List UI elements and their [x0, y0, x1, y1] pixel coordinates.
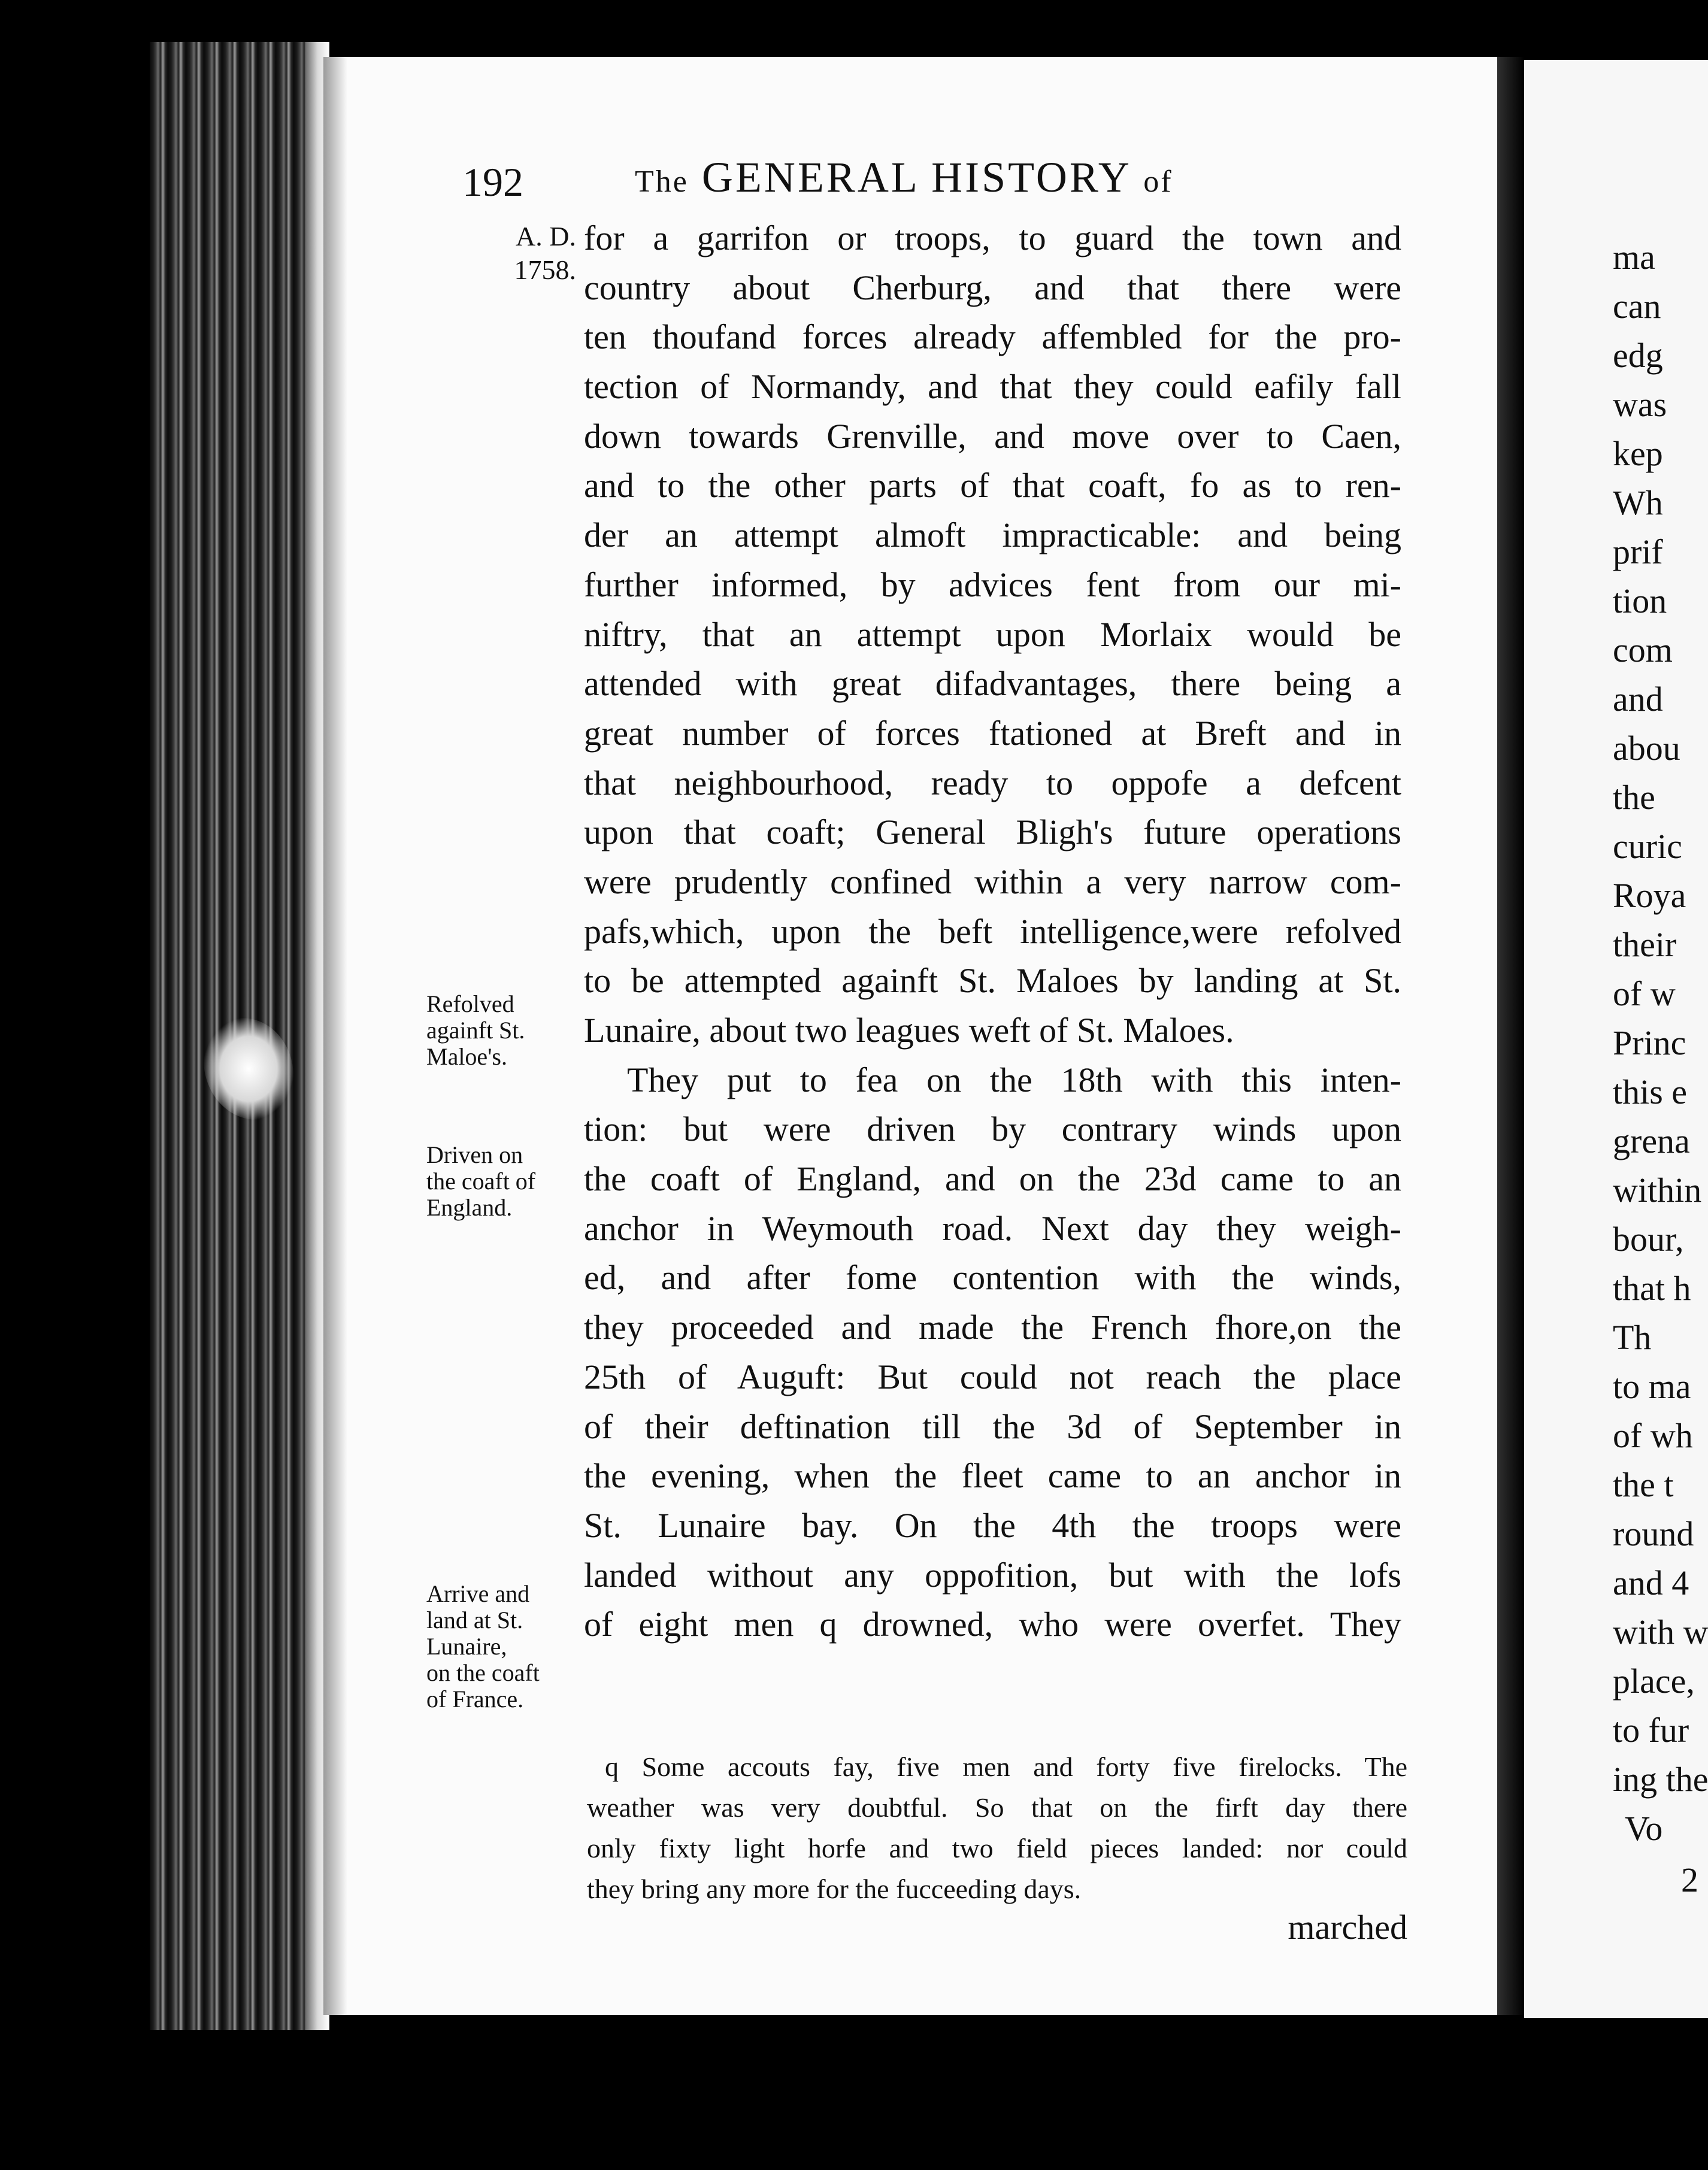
margin-note-resolved [426, 991, 576, 1070]
facing-page-fragment: can [1613, 287, 1661, 326]
body-text [584, 214, 1401, 1650]
body-line: down towards Grenville, and move over to Caen, [584, 416, 1401, 456]
footnote-line: q Some accouts fay, five men and forty five firelocks. The [605, 1751, 1407, 1782]
catchword: marched [1288, 1908, 1407, 1947]
facing-page-fragment: this e [1613, 1072, 1688, 1111]
body-line: that neighbourhood, ready to oppofe a defcent [584, 763, 1401, 802]
facing-page-fragment: ma [1613, 238, 1655, 277]
body-line: the coaft of England, and on the 23d came to an [584, 1159, 1401, 1199]
facing-page-fragment: grena [1613, 1122, 1690, 1160]
body-line: upon that coaft; General Bligh's future operations [584, 813, 1401, 852]
body-line: der an attempt almoft impracticable: and being [584, 516, 1401, 555]
body-line: for a garrifon or troops, to guard the town and [584, 219, 1401, 257]
margin-note-line: Arrive and [426, 1580, 530, 1607]
facing-page-fragment: of wh [1613, 1416, 1693, 1455]
facing-page-fragment: round [1613, 1514, 1694, 1553]
facing-page-fragment: Roya [1613, 876, 1686, 915]
body-line: great number of forces ftationed at Breft and in [584, 713, 1401, 753]
body-line: Lunaire, about two leagues weft of St. Maloes. [584, 1011, 1234, 1050]
body-line: country about Cherburg, and that there were [584, 268, 1401, 307]
body-line: pafs,which, upon the beft intelligence,were refolved [584, 911, 1401, 951]
margin-note-line: on the coaft [426, 1659, 540, 1686]
facing-page-fragment: to ma [1613, 1367, 1691, 1406]
margin-note-line: againft St. [426, 1017, 525, 1044]
body-line: tection of Normandy, and that they could eafily fall [584, 367, 1401, 407]
facing-page-fragment: with w [1613, 1613, 1708, 1651]
facing-page-fragment: Princ [1613, 1023, 1686, 1062]
body-line: of eight men q drowned, who were overfet. They [584, 1605, 1401, 1644]
running-title-main: GENERAL HISTORY [701, 153, 1131, 201]
body-line: anchor in Weymouth road. Next day they weigh- [584, 1208, 1401, 1248]
footnote [587, 1747, 1407, 1910]
facing-page-fragment: tion [1613, 581, 1667, 620]
facing-page-fragment: was [1613, 385, 1667, 424]
body-line: the evening, when the fleet came to an anchor in [584, 1456, 1401, 1496]
book-gutter [1497, 57, 1524, 2015]
body-line: 25th of Auguft: But could not reach the place [584, 1357, 1401, 1396]
margin-note-line: the coaft of [426, 1168, 536, 1195]
body-line: tion: but were driven by contrary winds upon [584, 1110, 1401, 1149]
body-line: St. Lunaire bay. On the 4th the troops were [584, 1505, 1401, 1545]
body-line: ed, and after fome contention with the winds, [584, 1258, 1401, 1298]
facing-page-fragment: and [1613, 680, 1663, 719]
margin-note-line: Maloe's. [426, 1043, 507, 1070]
facing-page-fragment: of w [1613, 974, 1676, 1013]
running-title-prefix: The [635, 165, 689, 199]
year-marginal-note [462, 220, 576, 287]
facing-page-fragment: curic [1613, 827, 1682, 866]
margin-note-line: England. [426, 1194, 513, 1221]
running-title-suffix: of [1143, 165, 1173, 199]
facing-page-fragment: edg [1613, 336, 1663, 375]
facing-page-fragment: Th [1613, 1318, 1652, 1357]
facing-page-fragment: that h [1613, 1269, 1691, 1308]
margin-note-line: Refolved [426, 990, 514, 1017]
facing-page-fragment: their [1613, 925, 1677, 964]
facing-page-fragment: kep [1613, 434, 1663, 473]
facing-page-fragment: Wh [1613, 483, 1663, 522]
facing-page-fragment: bour, [1613, 1220, 1684, 1259]
facing-page-fragment: com [1613, 631, 1673, 669]
facing-page-fragment: the t [1613, 1465, 1674, 1504]
facing-page [1524, 60, 1708, 2018]
margin-note-driven [426, 1142, 576, 1221]
facing-page-fragment: the [1613, 778, 1655, 817]
body-line: of their deftination till the 3d of September in [584, 1407, 1401, 1446]
body-line: attended with great difadvantages, there being a [584, 664, 1401, 704]
year-note-line: 1758. [514, 254, 576, 285]
page-number: 192 [462, 159, 523, 205]
body-line: niftry, that an attempt upon Morlaix would be [584, 614, 1401, 654]
margin-note-arrive [426, 1581, 576, 1713]
facing-page-fragment: Vo [1625, 1809, 1663, 1848]
facing-page-fragment: abou [1613, 729, 1680, 768]
body-line: and to the other parts of that coaft, fo as to ren- [584, 466, 1401, 505]
body-line: they proceeded and made the French fhore,on the [584, 1308, 1401, 1347]
footnote-line: they bring any more for the fucceeding days. [587, 1874, 1082, 1904]
body-line: to be attempted againft St. Maloes by landing at St. [584, 961, 1401, 1001]
footnote-line: weather was very doubtful. So that on the firft day there [587, 1792, 1407, 1823]
margin-note-line: land at St. [426, 1607, 523, 1633]
footnote-line: only fixty light horfe and two field pieces landed: nor could [587, 1833, 1407, 1863]
facing-page-fragment: 2 [1681, 1860, 1698, 1899]
margin-note-line: Lunaire, [426, 1633, 507, 1660]
facing-page-fragment: place, [1613, 1662, 1695, 1701]
facing-page-fragment: prif [1613, 532, 1663, 571]
body-line: landed without any oppofition, but with the lofs [584, 1555, 1401, 1595]
margin-note-line: of France. [426, 1686, 524, 1713]
running-title [635, 153, 1173, 202]
body-line: were prudently confined within a very narrow com- [584, 862, 1401, 901]
body-line: ten thoufand forces already affembled for the pro- [584, 317, 1401, 357]
book-page [323, 57, 1497, 2015]
year-note-line: A. D. [516, 221, 576, 251]
margin-note-line: Driven on [426, 1141, 523, 1168]
facing-page-fragment: to fur [1613, 1711, 1689, 1750]
facing-page-fragment: within [1613, 1171, 1702, 1210]
body-line: They put to fea on the 18th with this inten- [627, 1060, 1401, 1099]
facing-page-fragment: and 4 [1613, 1563, 1689, 1602]
facing-page-fragment: ing the [1613, 1760, 1708, 1799]
page-inner-shadow [323, 57, 347, 2015]
body-line: further informed, by advices fent from our mi- [584, 565, 1401, 604]
